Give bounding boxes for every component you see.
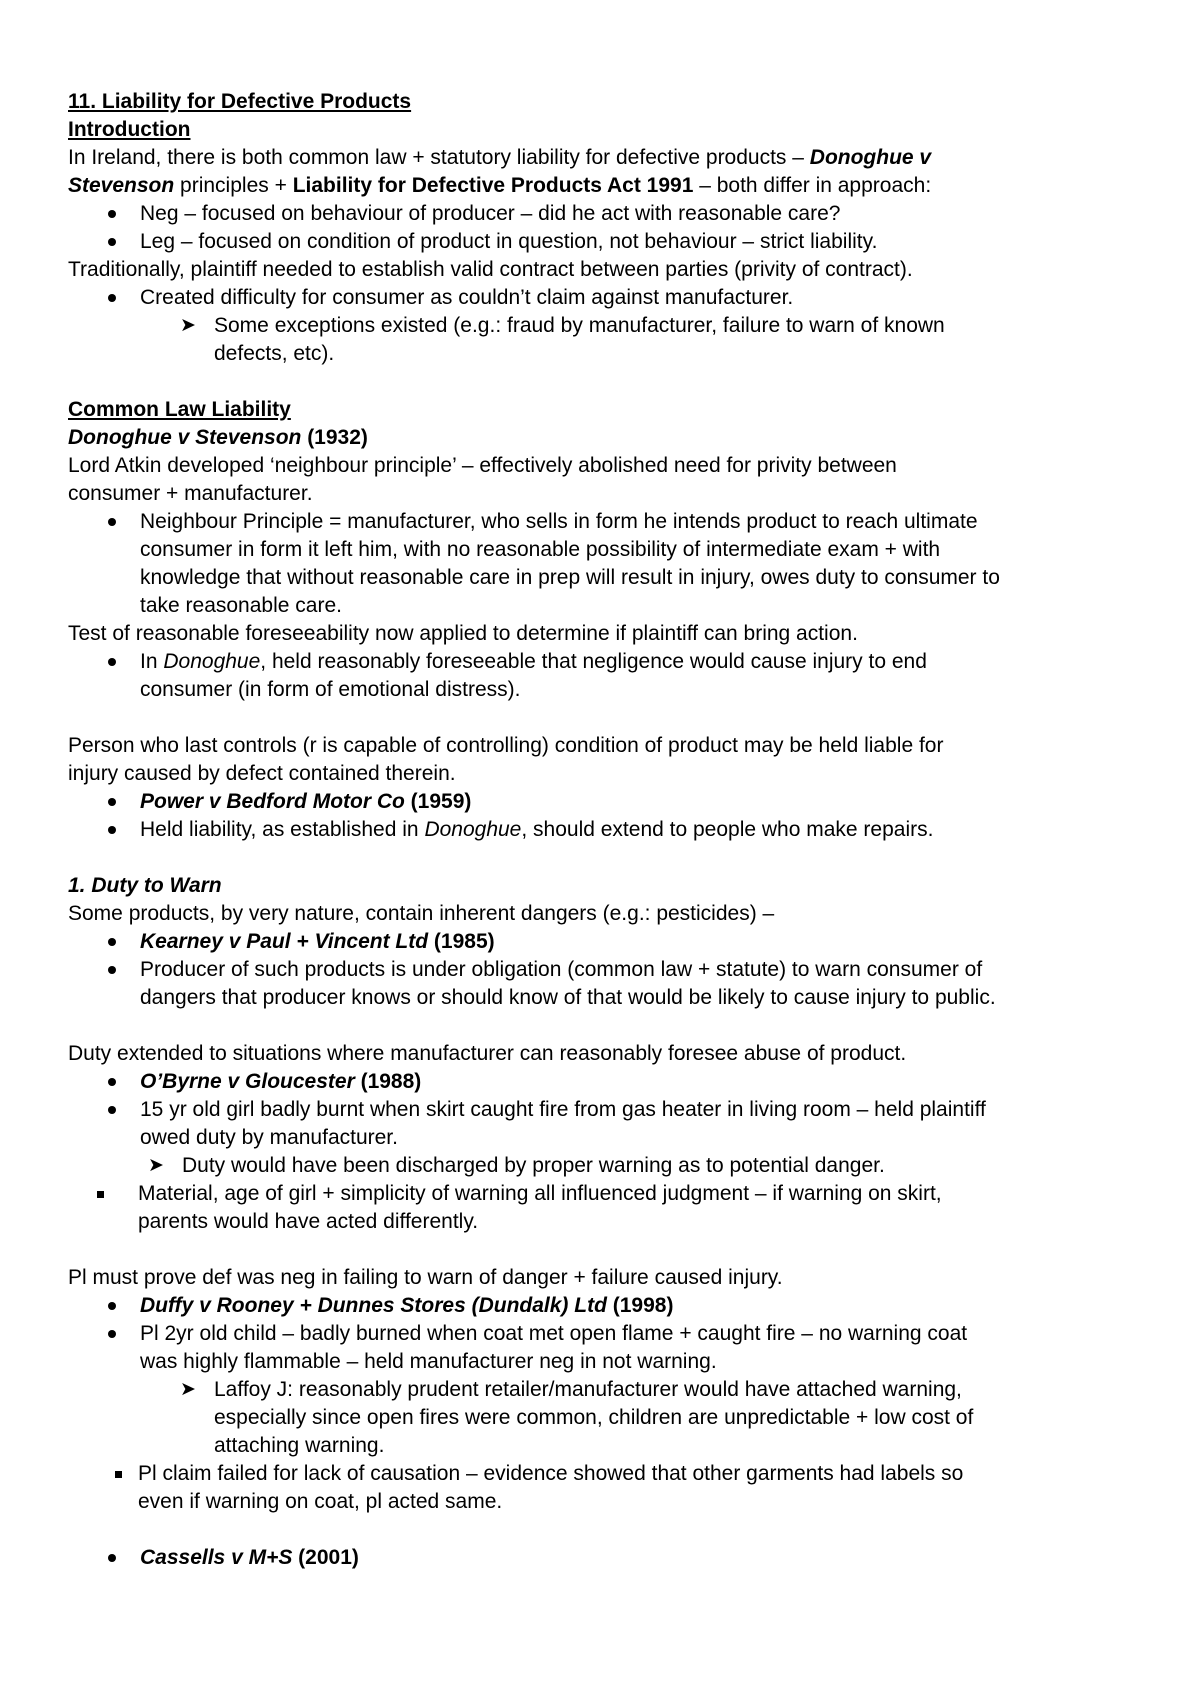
list-item-case (68, 1544, 1160, 1572)
list-item-text: Neighbour Principle = manufacturer, who sells in form he intends product to reach ultimate (140, 510, 978, 533)
list-item-cont (68, 676, 1160, 704)
bullet-icon (102, 648, 122, 676)
text-run: , should extend to people who make repairs. (521, 818, 934, 841)
list-item-text: Material, age of girl + simplicity of warning all influenced judgment – if warning on skirt, (138, 1182, 942, 1205)
sub-list-item-cont (68, 1432, 1160, 1460)
text-run: , held reasonably foreseeable that negligence would cause injury to end (260, 650, 927, 673)
section-heading-duty-to-warn: 1. Duty to Warn (68, 874, 222, 897)
list-item-cont (68, 536, 1160, 564)
case-name: O’Byrne v Gloucester (140, 1070, 355, 1093)
bullet-icon (102, 1068, 122, 1096)
list-item-text: Pl 2yr old child – badly burned when coat met open flame + caught fire – no warning coat (140, 1322, 968, 1345)
list-item (68, 956, 1160, 984)
list-item-cont (68, 564, 1160, 592)
case-name: Cassells v M+S (140, 1546, 293, 1569)
case-year: (2001) (292, 1546, 359, 1569)
list-item-text: take reasonable care. (140, 594, 342, 617)
list-item-text: consumer (in form of emotional distress). (140, 678, 521, 701)
list-item-cont (68, 1124, 1160, 1152)
case-year: (1985) (428, 930, 495, 953)
case-name: Donoghue v Stevenson (68, 426, 302, 449)
case-year: (1932) (301, 426, 368, 449)
list-item-cont (68, 984, 1160, 1012)
arrow-bullet-icon: ➤ (180, 1379, 196, 1400)
paragraph: Duty extended to situations where manufacturer can reasonably foresee abuse of product. (68, 1042, 907, 1065)
case-name: Duffy v Rooney + Dunnes Stores (Dundalk) Ltd (140, 1294, 607, 1317)
list-item (68, 816, 1160, 844)
paragraph: Pl must prove def was neg in failing to warn of danger + failure caused injury. (68, 1266, 783, 1289)
square-list-item (68, 1180, 1160, 1208)
case-year: (1959) (404, 790, 472, 813)
paragraph: Traditionally, plaintiff needed to establish valid contract between parties (privity of contract). (68, 258, 913, 281)
case-year: (1988) (354, 1070, 422, 1093)
list-item-case (68, 928, 1160, 956)
list-item-case (68, 1292, 1160, 1320)
list-item-text: Created difficulty for consumer as couldn’t claim against manufacturer. (140, 286, 794, 309)
bullet-icon (102, 508, 122, 536)
list-item-text: dangers that producer knows or should know of that would be likely to cause injury to public. (140, 986, 996, 1009)
statute-name: Liability for Defective Products Act 1991 (292, 174, 694, 197)
list-item-text: attaching warning. (214, 1434, 385, 1457)
list-item (68, 648, 1160, 676)
list-item-text: Duty would have been discharged by proper warning as to potential danger. (182, 1154, 885, 1177)
list-item-text: Neg – focused on behaviour of producer – did he act with reasonable care? (140, 202, 841, 225)
section-heading-introduction: Introduction (68, 118, 191, 141)
list-item (68, 284, 1160, 312)
list-item (68, 1096, 1160, 1124)
case-heading (68, 424, 1160, 452)
bullet-icon (102, 284, 122, 312)
bullet-icon (102, 200, 122, 228)
square-bullet-icon (108, 1460, 128, 1488)
case-name: Donoghue v (809, 146, 932, 169)
list-item-cont (68, 1348, 1160, 1376)
list-item-text: Leg – focused on condition of product in question, not behaviour – strict liability. (140, 230, 878, 253)
list-item-text: Pl claim failed for lack of causation – evidence showed that other garments had labels so (138, 1462, 964, 1485)
sub-list-item (68, 1152, 1160, 1180)
bullet-icon (102, 1096, 122, 1124)
case-year: (1998) (606, 1294, 674, 1317)
case-name: Stevenson (68, 174, 175, 197)
arrow-bullet-icon: ➤ (180, 315, 196, 336)
list-item-text: even if warning on coat, pl acted same. (138, 1490, 503, 1513)
sub-list-item-cont (68, 1404, 1160, 1432)
text-run: – both differ in approach: (693, 174, 932, 197)
bullet-icon (102, 1320, 122, 1348)
list-item-text: knowledge that without reasonable care in prep will result in injury, owes duty to consumer to (140, 566, 1000, 589)
intro-paragraph (68, 144, 1160, 172)
list-item-text: defects, etc). (214, 342, 335, 365)
paragraph-cont: consumer + manufacturer. (68, 482, 313, 505)
list-item-text: parents would have acted differently. (138, 1210, 479, 1233)
bullet-icon (102, 788, 122, 816)
sub-list-item (68, 312, 1160, 340)
list-item (68, 228, 1160, 256)
list-item-case (68, 1068, 1160, 1096)
bullet-icon (102, 1544, 122, 1572)
sub-list-item (68, 1376, 1160, 1404)
paragraph: Some products, by very nature, contain inherent dangers (e.g.: pesticides) – (68, 902, 775, 925)
square-list-item (68, 1460, 1160, 1488)
bullet-icon (102, 928, 122, 956)
document-title: 11. Liability for Defective Products (68, 90, 412, 113)
list-item-text: Laffoy J: reasonably prudent retailer/manufacturer would have attached warning, (214, 1378, 962, 1401)
bullet-icon (102, 956, 122, 984)
arrow-bullet-icon: ➤ (148, 1155, 164, 1176)
text-run: In Ireland, there is both common law + statutory liability for defective products – (68, 146, 810, 169)
case-name: Kearney v Paul + Vincent Ltd (140, 930, 429, 953)
list-item-text: Producer of such products is under obligation (common law + statute) to warn consumer of (140, 958, 983, 981)
sub-list-item-cont (68, 340, 1160, 368)
case-ref: Donoghue (424, 818, 522, 841)
bullet-icon (102, 816, 122, 844)
case-name: Power v Bedford Motor Co (140, 790, 405, 813)
list-item-cont (68, 592, 1160, 620)
paragraph: Lord Atkin developed ‘neighbour principle’ – effectively abolished need for privity between (68, 454, 897, 477)
list-item (68, 200, 1160, 228)
list-item (68, 1320, 1160, 1348)
list-item (68, 508, 1160, 536)
bullet-icon (102, 1292, 122, 1320)
square-bullet-icon (90, 1180, 110, 1208)
list-item-text: especially since open fires were common, children are unpredictable + low cost of (214, 1406, 974, 1429)
case-ref: Donoghue (163, 650, 261, 673)
text-run: principles + (174, 174, 293, 197)
list-item-text: owed duty by manufacturer. (140, 1126, 398, 1149)
paragraph: Test of reasonable foreseeability now applied to determine if plaintiff can bring action. (68, 622, 858, 645)
list-item-text: consumer in form it left him, with no reasonable possibility of intermediate exam + with (140, 538, 941, 561)
paragraph-cont: injury caused by defect contained therein. (68, 762, 456, 785)
square-list-item-cont (68, 1208, 1160, 1236)
list-item-case (68, 788, 1160, 816)
list-item-text: Some exceptions existed (e.g.: fraud by manufacturer, failure to warn of known (214, 314, 945, 337)
paragraph: Person who last controls (r is capable of controlling) condition of product may be held liable for (68, 734, 944, 757)
intro-paragraph-cont (68, 172, 1160, 200)
bullet-icon (102, 228, 122, 256)
text-run: Held liability, as established in (140, 818, 425, 841)
section-heading-common-law: Common Law Liability (68, 398, 291, 421)
list-item-text: 15 yr old girl badly burnt when skirt caught fire from gas heater in living room – held plaintiff (140, 1098, 986, 1121)
square-list-item-cont (68, 1488, 1160, 1516)
list-item-text: was highly flammable – held manufacturer neg in not warning. (140, 1350, 717, 1373)
text-run: In (140, 650, 164, 673)
